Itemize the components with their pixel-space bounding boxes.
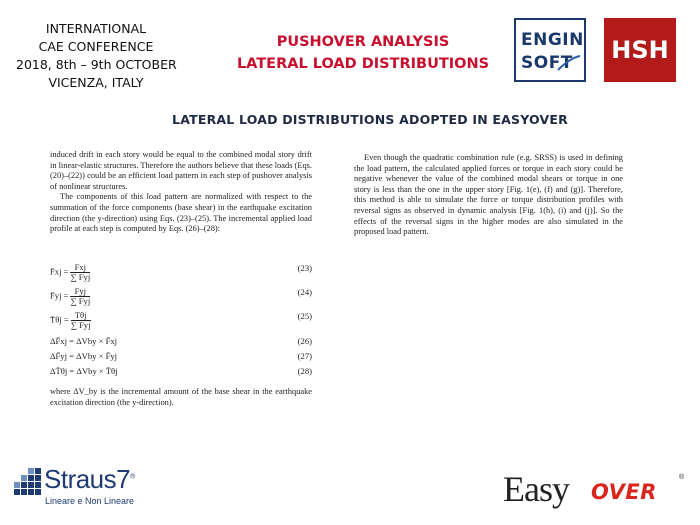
slide-title-line-1: PUSHOVER ANALYSIS xyxy=(276,34,450,50)
enginsoft-swoosh-icon xyxy=(556,54,582,72)
equation-24-tag: (24) xyxy=(297,287,312,297)
equation-24-denominator: ∑ Fyj xyxy=(70,296,91,306)
equation-23-tag: (23) xyxy=(297,263,312,273)
equation-28-tag: (28) xyxy=(297,366,312,376)
left-paragraph-3: where ΔV_by is the incremental amount of the base shear in the earthquake excitation direction (the y-direction). xyxy=(50,387,312,407)
straus7-registered-mark: ® xyxy=(130,473,135,481)
straus7-grid-icon xyxy=(14,468,42,496)
easyover-over-text: OVER xyxy=(591,480,657,504)
right-column xyxy=(354,153,623,238)
equation-25-denominator: ∑ Fyj xyxy=(70,320,91,330)
straus7-subtitle: Lineare e Non Lineare xyxy=(45,496,135,506)
equation-24 xyxy=(50,284,312,306)
equation-23-denominator: ∑ Fyj xyxy=(70,272,91,282)
section-heading: LATERAL LOAD DISTRIBUTIONS ADOPTED IN EASYOVER xyxy=(172,112,568,127)
equation-26-body: ΔF̄xj = ΔVby × F̄xj xyxy=(50,336,118,346)
equation-27-tag: (27) xyxy=(297,351,312,361)
left-column xyxy=(50,150,312,235)
enginsoft-logo-line-2: SOFT xyxy=(521,53,573,73)
conference-line-2: CAE CONFERENCE xyxy=(38,39,154,54)
conference-line-4: VICENZA, ITALY xyxy=(48,75,144,90)
left-after-equations xyxy=(50,387,312,408)
equation-24-numerator: Fyj xyxy=(70,287,90,297)
enginsoft-logo-line-1: ENGIN xyxy=(521,30,584,50)
equation-23 xyxy=(50,260,312,282)
easyover-logo xyxy=(503,470,688,510)
easyover-registered-mark: ® xyxy=(679,474,685,481)
left-paragraph-2: The components of this load pattern are normalized with respect to the summation of the force components (base shear) in the earthquake excitation direction (the y-direction) using Eqs. (23)–(25). The incremental applied load profile at each step is computed by Eqs. (26)–(28): xyxy=(50,192,312,234)
straus7-logo xyxy=(14,464,164,508)
equation-24-lhs: F̄yj = xyxy=(50,290,69,301)
conference-line-1: INTERNATIONAL xyxy=(45,21,147,36)
equation-23-lhs: F̄xj = xyxy=(50,266,69,277)
right-paragraph-1: Even though the quadratic combination rule (e.g. SRSS) is used in defining the load pattern, the calculated applied forces or torque in each story could be negative whenever the value of the combined modal shears or torque in one story is less than the one in the upper story [Fig. 1(e), (f) and (g)]. Therefore, this method is able to simulate the force or torque distribution profiles with reversal signs as observed in dynamic analysis [Fig. 1(h), (i) and (j)]. So the effects of the reversal signs in the higher modes are also simulated in the proposed load pattern. xyxy=(354,153,623,237)
equation-25-tag: (25) xyxy=(297,311,312,321)
equation-25-lhs: T̄θj = xyxy=(50,314,69,325)
slide-title-line-2: LATERAL LOAD DISTRIBUTIONS xyxy=(236,56,490,72)
equation-25-numerator: Tθj xyxy=(71,311,91,321)
equation-23-numerator: Fxj xyxy=(70,263,90,273)
equation-25 xyxy=(50,308,312,330)
easyover-easy-text: Easy xyxy=(503,469,569,509)
conference-line-3: 2018, 8th – 9th OCTOBER xyxy=(16,57,177,72)
equation-27-body: ΔF̄yj = ΔVby × F̄yj xyxy=(50,351,118,361)
hsh-logo-text: HSH xyxy=(611,36,669,64)
slide-title xyxy=(222,31,504,75)
straus7-name: Straus7 xyxy=(44,464,131,494)
equation-26-tag: (26) xyxy=(297,336,312,346)
straus7-wordmark xyxy=(44,464,135,495)
equation-28 xyxy=(50,363,312,381)
equation-28-body: ΔT̄θj = ΔVby × T̄θj xyxy=(50,366,118,376)
hsh-logo xyxy=(604,18,676,82)
conference-info xyxy=(16,20,176,92)
left-paragraph-1: induced drift in each story would be equal to the combined modal story drift in linear-elastic structures. Therefore the authors believe that these loads (Eqs. (20)–(22)) could be an efficient load pattern in each step of pushover analysis of nonlinear structures. xyxy=(50,150,312,191)
enginsoft-logo xyxy=(514,18,586,82)
